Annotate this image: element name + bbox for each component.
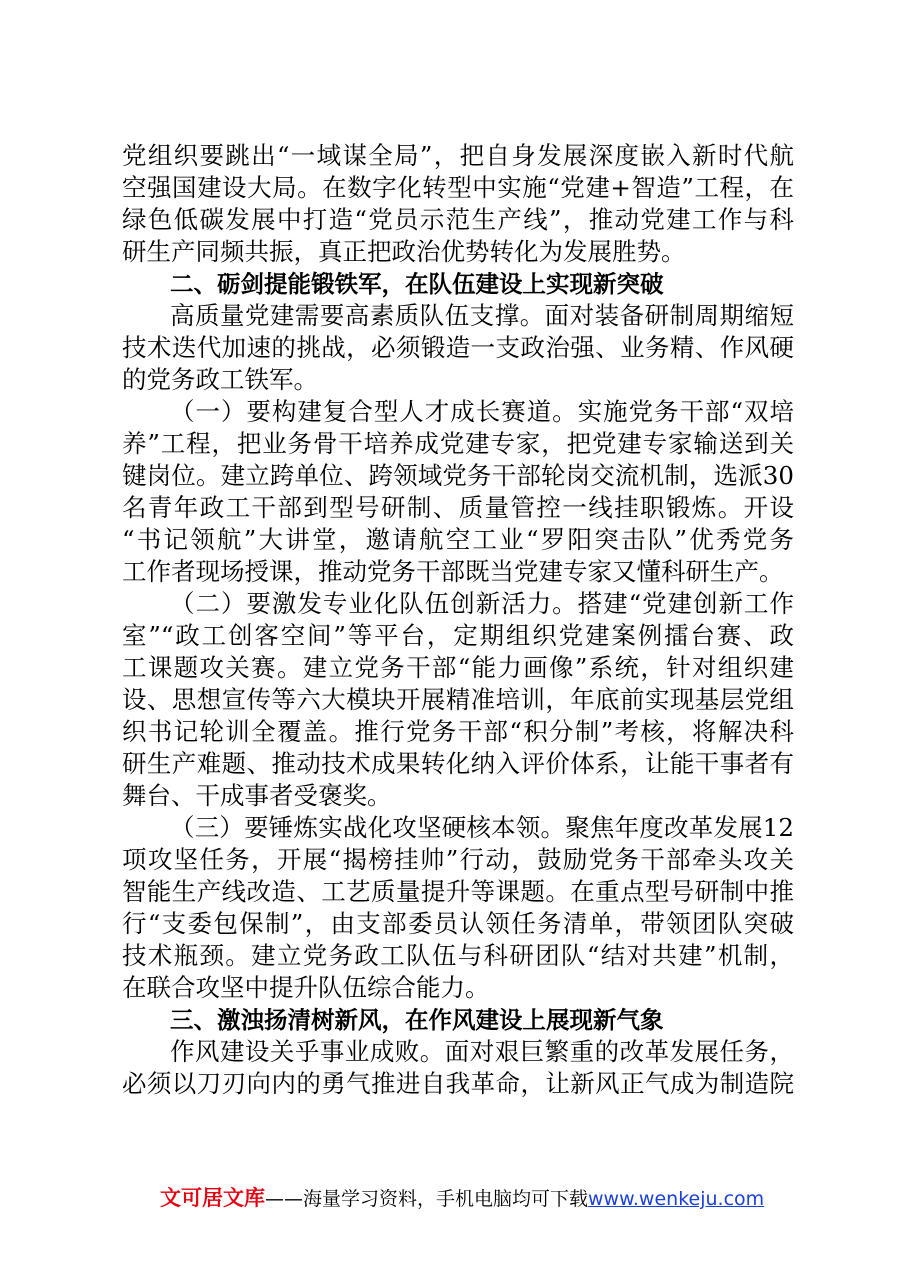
text-line: “书记领航”大讲堂，邀请航空工业“罗阳突击队”优秀党务 <box>122 525 794 554</box>
text-line: 技术迭代加速的挑战，必须锻造一支政治强、业务精、作风硬 <box>122 333 794 362</box>
document-body <box>122 140 794 1100</box>
text-line: 绿色低碳发展中打造“党员示范生产线”，推动党建工作与科 <box>122 205 794 234</box>
text-line: 高质量党建需要高素质队伍支撑。面对装备研制周期缩短 <box>170 301 794 330</box>
text-line: 工作者现场授课，推动党务干部既当党建专家又懂科研生产。 <box>122 557 784 586</box>
text-line: 智能生产线改造、工艺质量提升等课题。在重点型号研制中推 <box>122 877 794 906</box>
text-line: 行“支委包保制”，由支部委员认领任务清单，带领团队突破 <box>122 909 794 938</box>
text-line: 研生产同频共振，真正把政治优势转化为发展胜势。 <box>122 237 686 266</box>
text-line: 党组织要跳出“一域谋全局”，把自身发展深度嵌入新时代航 <box>122 141 794 170</box>
text-line: 在联合攻坚中提升队伍综合能力。 <box>122 973 490 1002</box>
text-line: （三）要锤炼实战化攻坚硬核本领。聚焦年度改革发展12 <box>170 813 794 842</box>
text-line: 工课题攻关赛。建立党务干部“能力画像”系统，针对组织建 <box>122 653 794 682</box>
text-line: 养”工程，把业务骨干培养成党建专家，把党建专家输送到关 <box>122 429 794 458</box>
section-heading: 三、激浊扬清树新风，在作风建设上展现新气象 <box>170 1006 664 1034</box>
text-line: 必须以刀刃向内的勇气推进自我革命，让新风正气成为制造院 <box>122 1069 794 1098</box>
text-line: 作风建设关乎事业成败。面对艰巨繁重的改革发展任务， <box>170 1037 794 1066</box>
text-line: 键岗位。建立跨单位、跨领域党务干部轮岗交流机制，选派30 <box>122 461 794 490</box>
text-line: 名青年政工干部到型号研制、质量管控一线挂职锻炼。开设 <box>122 493 794 522</box>
text-line: 技术瓶颈。建立党务政工队伍与科研团队“结对共建”机制， <box>122 941 794 970</box>
footer-watermark <box>160 1183 860 1213</box>
section-heading: 二、砺剑提能锻铁军，在队伍建设上实现新突破 <box>170 270 664 298</box>
text-line: 的党务政工铁军。 <box>122 365 318 394</box>
footer-url-link[interactable]: www.wenkeju.com <box>588 1188 765 1210</box>
text-line: 织书记轮训全覆盖。推行党务干部“积分制”考核，将解决科 <box>122 717 794 746</box>
text-line: （一）要构建复合型人才成长赛道。实施党务干部“双培 <box>170 397 794 426</box>
footer-slogan: ——海量学习资料，手机电脑均可下载 <box>265 1188 589 1210</box>
text-line: 设、思想宣传等六大模块开展精准培训，年底前实现基层党组 <box>122 685 794 714</box>
text-line: 空强国建设大局。在数字化转型中实施“党建+智造”工程，在 <box>122 173 794 202</box>
text-line: 室”“政工创客空间”等平台，定期组织党建案例擂台赛、政 <box>122 621 794 650</box>
text-line: 舞台、干成事者受褒奖。 <box>122 781 392 810</box>
text-line: （二）要激发专业化队伍创新活力。搭建“党建创新工作 <box>170 589 794 618</box>
footer-brand: 文可居文库 <box>160 1186 265 1210</box>
text-line: 研生产难题、推动技术成果转化纳入评价体系，让能干事者有 <box>122 749 794 778</box>
text-line: 项攻坚任务，开展“揭榜挂帅”行动，鼓励党务干部牵头攻关 <box>122 845 794 874</box>
